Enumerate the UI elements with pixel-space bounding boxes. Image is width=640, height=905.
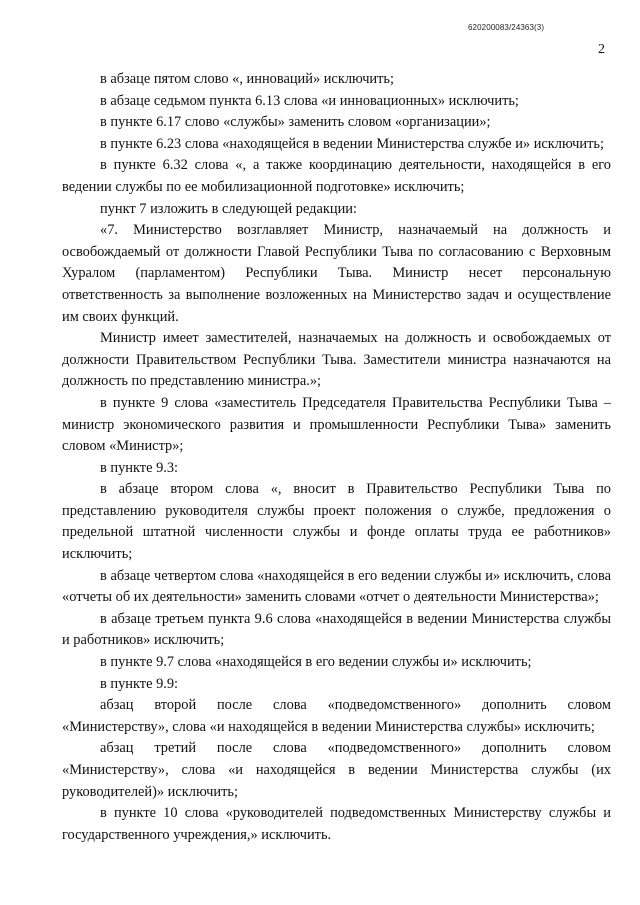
paragraph: в пункте 9.3: bbox=[100, 459, 179, 476]
paragraph: в пункте 6.32 слова «, а также координацию деятельности, находящейся в его ведении службы по ее мобилизационной подготовке» исключить; bbox=[62, 157, 611, 195]
document-registration-code: 620200083/24363(3) bbox=[468, 23, 545, 32]
paragraph: в пункте 10 слова «руководителей подведомственных Министерству службы и государственного учреждения,» исключить. bbox=[62, 805, 611, 843]
paragraph: в абзаце четвертом слова «находящейся в его ведении службы и» исключить, слова «отчеты об их деятельности» заменить словами «отчет о деятельности Министерства»; bbox=[62, 567, 611, 606]
paragraph: в абзаце седьмом пункта 6.13 слова «и инновационных» исключить; bbox=[100, 92, 519, 109]
paragraph: в пункте 9.9: bbox=[100, 675, 179, 692]
paragraph: в пункте 9 слова «заместитель Председателя Правительства Республики Тыва – министр экономического развития и промышленности Республики Тыва» заменить словом «Министр»; bbox=[62, 394, 611, 455]
paragraph: Министр имеет заместителей, назначаемых на должность и освобождаемых от должности Правительством Республики Тыва. Заместители министра назначаются на должность по представлению министра.»; bbox=[62, 330, 611, 390]
paragraph: пункт 7 изложить в следующей редакции: bbox=[100, 200, 357, 217]
paragraph: в пункте 6.17 слово «службы» заменить словом «организации»; bbox=[100, 114, 491, 131]
paragraph: абзац третий после слова «подведомственного» дополнить словом «Министерству», слова «и находящейся в ведении Министерства службы (их руководителей)» исключить; bbox=[62, 740, 611, 800]
paragraph: в абзаце третьем пункта 9.6 слова «находящейся в ведении Министерства службы и работников» исключить; bbox=[62, 610, 611, 649]
paragraph: «7. Министерство возглавляет Министр, назначаемый на должность и освобождаемый от должности Главой Республики Тыва по согласованию с Верховным Хуралом (парламентом) Республики Тыва. Министр несет персональную ответственность за выполнение возложенных на Министерство задач и осуществление им своих функций. bbox=[62, 222, 611, 325]
paragraph: в пункте 9.7 слова «находящейся в его ведении службы и» исключить; bbox=[100, 654, 532, 671]
page-number: 2 bbox=[598, 42, 605, 57]
paragraph: в абзаце втором слова «, вносит в Правительство Республики Тыва по представлению руководителя службы проект положения о службе, предложения о предельной штатной численности службы и фонде оплаты труда ее работников» исключить; bbox=[62, 481, 611, 563]
paragraph: абзац второй после слова «подведомственного» дополнить словом «Министерству», слова «и находящейся в ведении Министерства службы» исключить; bbox=[62, 697, 611, 735]
document-body bbox=[62, 69, 611, 846]
paragraph: в пункте 6.23 слова «находящейся в ведении Министерства службе и» исключить; bbox=[100, 135, 604, 152]
paragraph: в абзаце пятом слово «, инноваций» исключить; bbox=[100, 71, 394, 87]
